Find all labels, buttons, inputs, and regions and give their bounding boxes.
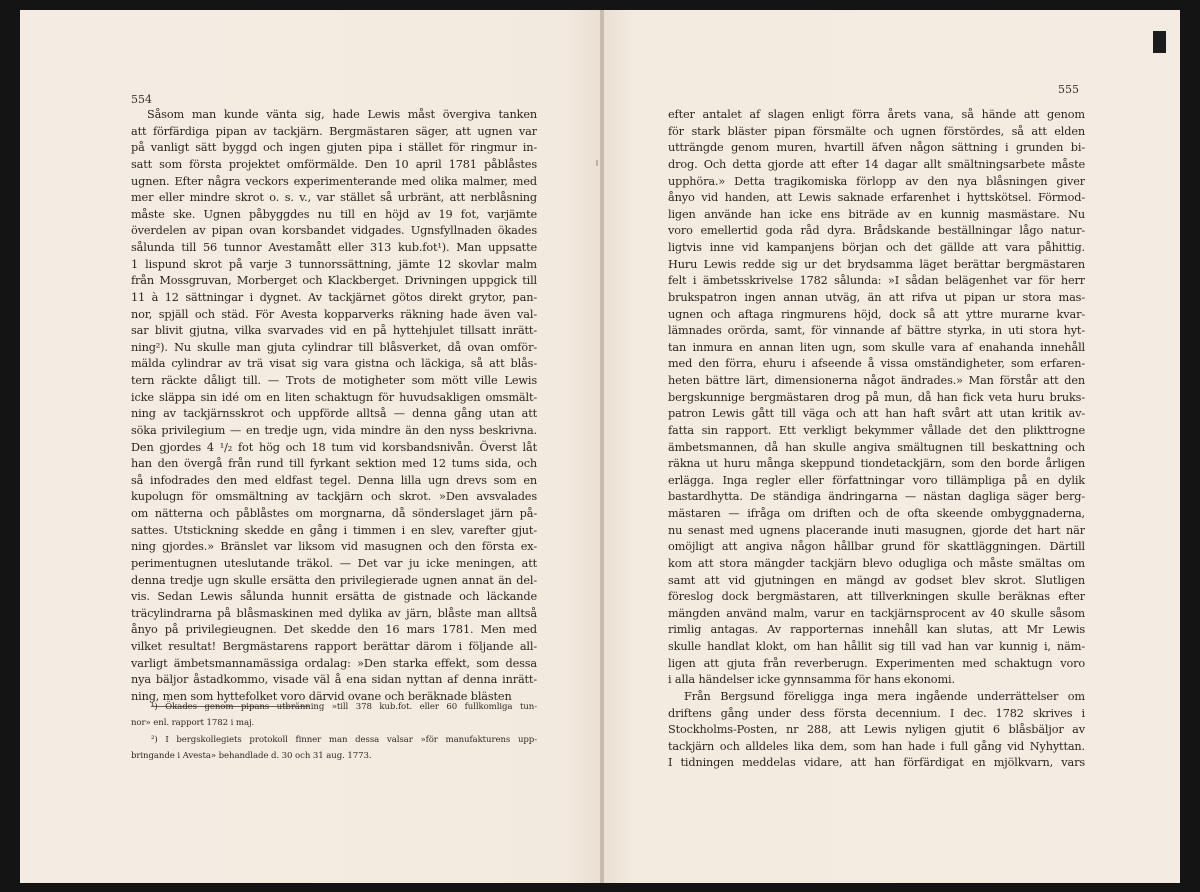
text-line: på vanligt sätt byggd och ingen gjuten pipa i stället för ringmur in- <box>131 141 537 155</box>
text-line: ning gjordes.» Bränslet var liksom vid masugnen och den första ex- <box>131 540 537 554</box>
text-line: vis. Sedan Lewis sålunda hunnit ersätta de gistnade och läckande <box>131 590 537 604</box>
text-line: ämbetsmannen, då han skulle angiva smältugnen till beskattning och <box>668 440 1085 454</box>
text-line: Huru Lewis redde sig ur det brydsamma läget berättar bergmästaren <box>668 257 1085 271</box>
text-line: skulle handlat klokt, om han hållit sig till vad han var kunnig i, näm- <box>668 640 1085 653</box>
footnote-line: ²) I bergskollegiets protokoll finner man dessa valsar »för manufakturens upp- <box>151 734 537 745</box>
text-line: Stockholms-Posten, nr 288, att Lewis nyligen gjutit 6 blåsbäljor av <box>668 723 1085 737</box>
text-line: överdelen av pipan ovan korsbandet vidgades. Ugnsfyllnaden ökades <box>131 224 537 238</box>
text-line: heten bättre lärt, dimensionerna något ändrades.» Man förstår att den <box>668 374 1085 387</box>
text-line: Såsom man kunde vänta sig, hade Lewis måst övergiva tanken <box>147 108 537 121</box>
text-line: bastardhytta. De ständiga ändringarna — nästan dagliga säger berg- <box>668 490 1085 504</box>
text-line: perimentugnen uteslutande träkol. — Det var ju icke meningen, att <box>131 556 537 570</box>
right-body-text <box>668 107 1085 772</box>
text-line: Från Bergsund föreligga inga mera ingående underrättelser om <box>684 689 1085 703</box>
text-line: att förfärdiga pipan av tackjärn. Bergmästaren säger, att ugnen var <box>131 124 537 138</box>
text-line: ning, men som hyttefolket voro därvid ovane och beräknade blästen <box>131 689 512 703</box>
text-line: vilket resultat! Bergmästarens rapport berättar därom i följande all- <box>131 640 537 653</box>
text-line: ånyo på privilegieugnen. Det skedde den 16 mars 1781. Men med <box>131 623 537 637</box>
text-line: ligtvis inne vid kampanjens början och det gällde att vara påhittig. <box>668 241 1085 254</box>
left-page <box>20 10 600 883</box>
text-line: mälda cylindrar av trä visat sig vara gistna och läckiga, så att blås- <box>131 357 537 371</box>
text-line: efter antalet af slagen enligt förra årets vana, så hände att genom <box>668 108 1085 121</box>
text-line: kom att stora mängder tackjärn blevo odugliga och måste smältas om <box>668 556 1085 570</box>
text-line: föreslog dock bergmästaren, att tillverkningen skulle beräknas efter <box>668 590 1085 604</box>
text-line: sar blivit gjutna, vilka svarvades vid en på hyttehjulet tillsatt inrätt- <box>131 324 537 338</box>
text-line: Den gjordes 4 ¹/₂ fot hög och 18 tum vid korsbandsnivån. Överst låt <box>131 440 537 454</box>
text-line: drog. Och detta gjorde att efter 14 dagar allt smältningsarbete måste <box>668 157 1085 171</box>
left-body-text <box>131 107 537 706</box>
footnote-line: nor» enl. rapport 1782 i maj. <box>131 718 255 729</box>
text-line: nu senast med ugnens placerande inuti masugnen, gjorde det hart när <box>668 523 1085 537</box>
text-line: driftens gång under dess första decennium. I dec. 1782 skrives i <box>668 706 1085 720</box>
text-line: rimlig antagas. Av rapporternas innehåll kan slutas, att Mr Lewis <box>668 623 1085 637</box>
scan-mark <box>596 160 598 166</box>
text-line: I tidningen meddelas vidare, att han förfärdigat en mjölkvarn, vars <box>668 756 1085 770</box>
text-line: träcylindrarna på blåsmaskinen med dylika av järn, blåste man alltså <box>131 606 537 620</box>
text-line: söka privilegium — en tredje ugn, vida mindre än den nyss beskrivna. <box>131 423 537 437</box>
text-line: upphöra.» Detta tragikomiska förlopp av den nya blåsningen giver <box>668 174 1085 188</box>
text-line: utträngde genom muren, hvartill äfven någon sättning i grunden bi- <box>668 141 1085 155</box>
text-line: ånyo vid handen, att Lewis saknade erfarenhet i hyttskötsel. Förmod- <box>668 191 1085 205</box>
text-line: tackjärn och alldeles lika dem, som han hade i full gång vid Nyhyttan. <box>668 739 1085 753</box>
text-line: om nätterna och påblåstes om morgnarna, då sönderslaget järn på- <box>131 507 537 520</box>
text-line: satt som första projektet omförmälde. Den 10 april 1781 påblåstes <box>131 157 537 171</box>
text-line: erlägga. Inga regler eller författningar voro tillämpliga på en dylik <box>668 473 1085 487</box>
text-line: med den förra, ehuru i afseende å vissa omständigheter, som erfaren- <box>668 357 1085 371</box>
text-line: samt att vid gjutningen en mängd av godset blev skrot. Slutligen <box>668 573 1085 587</box>
text-line: ligen att gjuta från reverberugn. Experimenten med schaktugn voro <box>668 656 1085 670</box>
text-line: för stark bläster pipan försmälte och ugnen förstördes, så att elden <box>668 124 1085 138</box>
page-number-right: 555 <box>1058 83 1079 96</box>
text-line: ligen använde han icke ens biträde av en kunnig masmästare. Nu <box>668 207 1085 221</box>
text-line: ugnen och aftaga ringmurens höjd, dock så att yttre murarne kvar- <box>668 307 1085 321</box>
text-line: mängden använd malm, varur en tackjärnsprocent av 40 skulle såsom <box>668 606 1085 620</box>
page-number-left: 554 <box>131 93 152 106</box>
text-line: räkna ut huru många skeppund tiondetackjärn, som den borde årligen <box>668 457 1085 471</box>
footnotes <box>131 699 537 764</box>
text-line: bergskunnige bergmästaren drog på mun, då han fick veta huru bruks- <box>668 390 1085 404</box>
text-line: tan inmura en annan liten ugn, som skulle vara af enahanda innehåll <box>668 340 1085 354</box>
text-line: nor, spjäll och städ. För Avesta kopparverks räkning hade även val- <box>131 307 537 321</box>
text-line: från Mossgruvan, Morberget och Klackberget. Drivningen uppgick till <box>131 274 537 288</box>
text-line: 1 lispund skrot på varje 3 tunnorssättning, jämte 12 skovlar malm <box>131 257 537 271</box>
text-line: ning²). Nu skulle man gjuta cylindrar till blåsverket, då ovan omför- <box>131 340 537 354</box>
text-line: så infodrades den med eldfast tegel. Denna lilla ugn drevs som en <box>131 473 537 487</box>
text-line: mer eller mindre skrot o. s. v., var stället så urbränt, att nerblåsning <box>131 191 537 205</box>
text-line: 11 à 12 sättningar i dygnet. Av tackjärnet götos direkt grytor, pan- <box>131 290 537 304</box>
text-line: han den övergå från rund till fyrkant sektion med 12 tums sida, och <box>131 457 537 471</box>
text-line: ugnen. Efter några veckors experimenterande med olika malmer, med <box>131 174 537 188</box>
book-spread <box>20 10 1180 883</box>
text-line: omöjligt att angiva någon hållbar grund för skattläggningen. Därtill <box>668 540 1085 554</box>
text-line: felt i ämbetsskrivelse 1782 sålunda: »I sådan belägenhet var för herr <box>668 274 1085 288</box>
text-line: måste ske. Ugnen påbyggdes nu till en höjd av 19 fot, varjämte <box>131 207 537 221</box>
right-page <box>604 10 1180 883</box>
text-line: nya bäljor åstadkommo, visade väl å ena sidan nyttan af denna inrätt- <box>131 673 537 687</box>
text-line: patron Lewis gått till väga och att han haft svårt att utan kritik av- <box>668 407 1085 421</box>
text-line: icke släppa sin idé om en liten schaktugn för huvudsakligen omsmält- <box>131 390 537 404</box>
text-line: mästaren — ifråga om driften och de ofta skeende ombyggnaderna, <box>668 507 1085 520</box>
text-line: ning av tackjärnsskrot och uppförde alltså — denna gång utan att <box>131 407 537 421</box>
text-line: sattes. Utstickning skedde en gång i timmen i en slev, varefter gjut- <box>131 523 537 537</box>
text-line: i alla händelser icke gynnsamma för hans ekonomi. <box>668 673 955 687</box>
footnote-line: bringande i Avesta» behandlade d. 30 och 31 aug. 1773. <box>131 750 372 761</box>
text-line: denna tredje ugn skulle ersätta den privilegierade ugnen annat än del- <box>131 573 537 587</box>
text-line: voro emellertid goda råd dyra. Brådskande beställningar lågo natur- <box>668 224 1085 238</box>
footnote-line: ¹) Ökades genom pipans utbränning »till 378 kub.fot. eller 60 fullkomliga tun- <box>151 702 537 712</box>
text-line: brukspatron ingen annan utväg, än att rifva ut pipan ur stora mas- <box>668 290 1085 304</box>
text-line: kupolugn för omsmältning av tackjärn och skrot. »Den avsvalades <box>131 490 537 504</box>
text-line: fatta sin rapport. Ett verkligt bekymmer vållade det den plikttrogne <box>668 423 1085 437</box>
text-line: sålunda till 56 tunnor Avestamått eller 313 kub.fot¹). Man uppsatte <box>131 241 537 254</box>
text-line: varligt ämbetsmannamässiga ordalag: »Den starka effekt, som dessa <box>131 656 537 670</box>
scan-reference-tab <box>1153 31 1166 53</box>
text-line: lämnades orörda, samt, för vinnande af bättre styrka, in uti stora hyt- <box>668 324 1085 338</box>
text-line: tern räckte dåligt till. — Trots de motigheter som mött ville Lewis <box>131 374 537 387</box>
